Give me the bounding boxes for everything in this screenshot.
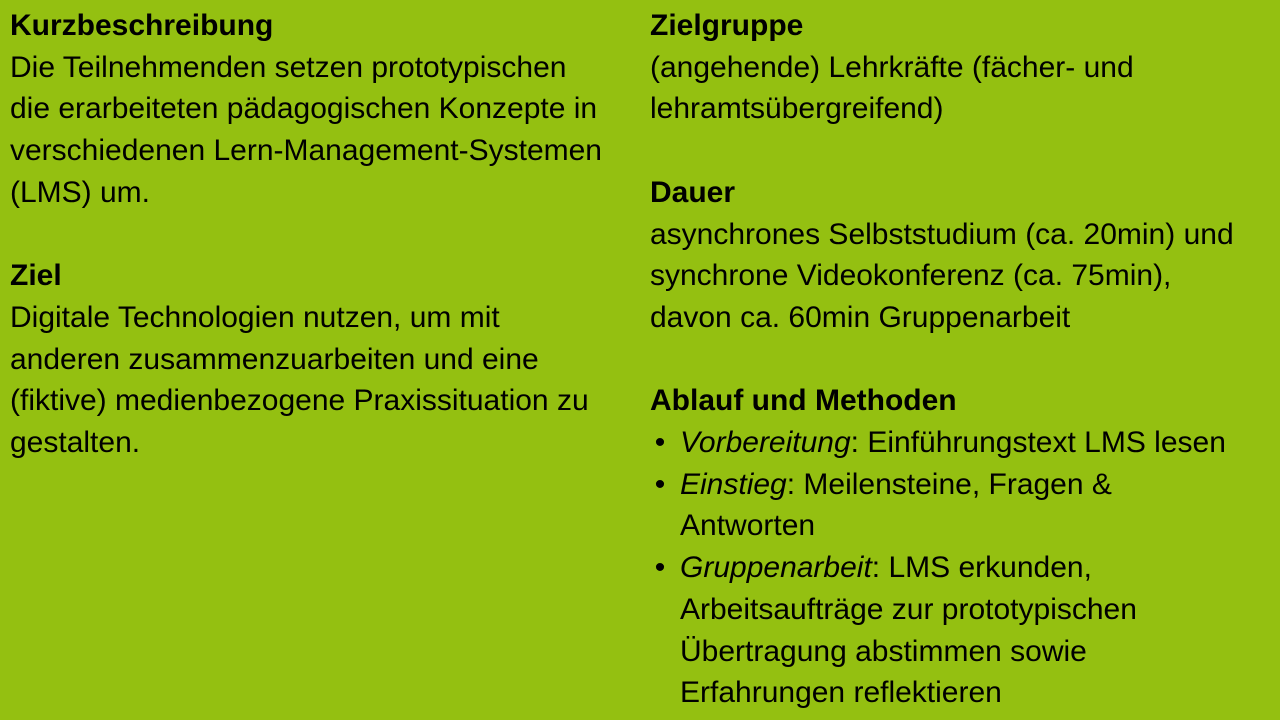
summary-line: die erarbeiteten pädagogischen Konzepte in [10,92,598,126]
duration-section [650,172,1272,339]
list-item-term: Vorbereitung [680,426,851,459]
goal-section [10,255,640,464]
list-item [650,547,1272,714]
goal-line: (fiktive) medienbezogene Praxissituation zu [10,384,589,418]
list-item-text: Übertragung abstimmen sowie [680,634,1087,668]
list-item-text: Antworten [680,509,816,543]
bullet-icon [650,422,670,464]
list-item-line [680,464,1272,506]
duration-line: davon ca. 60min Gruppenarbeit [650,300,1071,334]
duration-line: asynchrones Selbststudium (ca. 20min) und [650,217,1234,251]
list-item-text: Erfahrungen reflektieren [680,676,1002,710]
bullet-icon [650,547,670,589]
list-item-text: Arbeitsaufträge zur prototypischen [680,592,1137,626]
list-item-text: : Einführungstext LMS lesen [850,426,1226,459]
list-item-term: Einstieg [680,467,787,501]
list-item-line [680,547,1272,589]
list-item-term: Gruppenarbeit [680,551,872,585]
summary-section [10,5,640,214]
duration-line: synchrone Videokonferenz (ca. 75min), [650,259,1172,293]
goal-heading: Ziel [10,259,62,293]
left-column [10,5,640,464]
summary-heading: Kurzbeschreibung [10,9,274,42]
list-item-text: : Meilensteine, Fragen & [786,467,1112,501]
process-section [650,380,1272,714]
list-item [650,464,1272,547]
audience-heading: Zielgruppe [650,9,804,42]
process-heading: Ablauf und Methoden [650,384,957,418]
bullet-icon [650,464,670,506]
summary-line: (LMS) um. [10,175,151,209]
list-item [650,422,1272,464]
duration-heading: Dauer [650,175,736,209]
goal-line: gestalten. [10,426,141,460]
right-column [650,5,1272,714]
list-item-line [680,422,1272,464]
summary-line: verschiedenen Lern-Management-Systemen [10,134,602,168]
goal-line: Digitale Technologien nutzen, um mit [10,300,500,334]
goal-line: anderen zusammenzuarbeiten und eine [10,342,539,376]
audience-line: lehramtsübergreifend) [650,92,944,126]
audience-section [650,5,1272,130]
audience-line: (angehende) Lehrkräfte (fächer- und [650,50,1134,84]
summary-line: Die Teilnehmenden setzen prototypischen [10,50,567,84]
list-item-text: : LMS erkunden, [871,551,1092,585]
